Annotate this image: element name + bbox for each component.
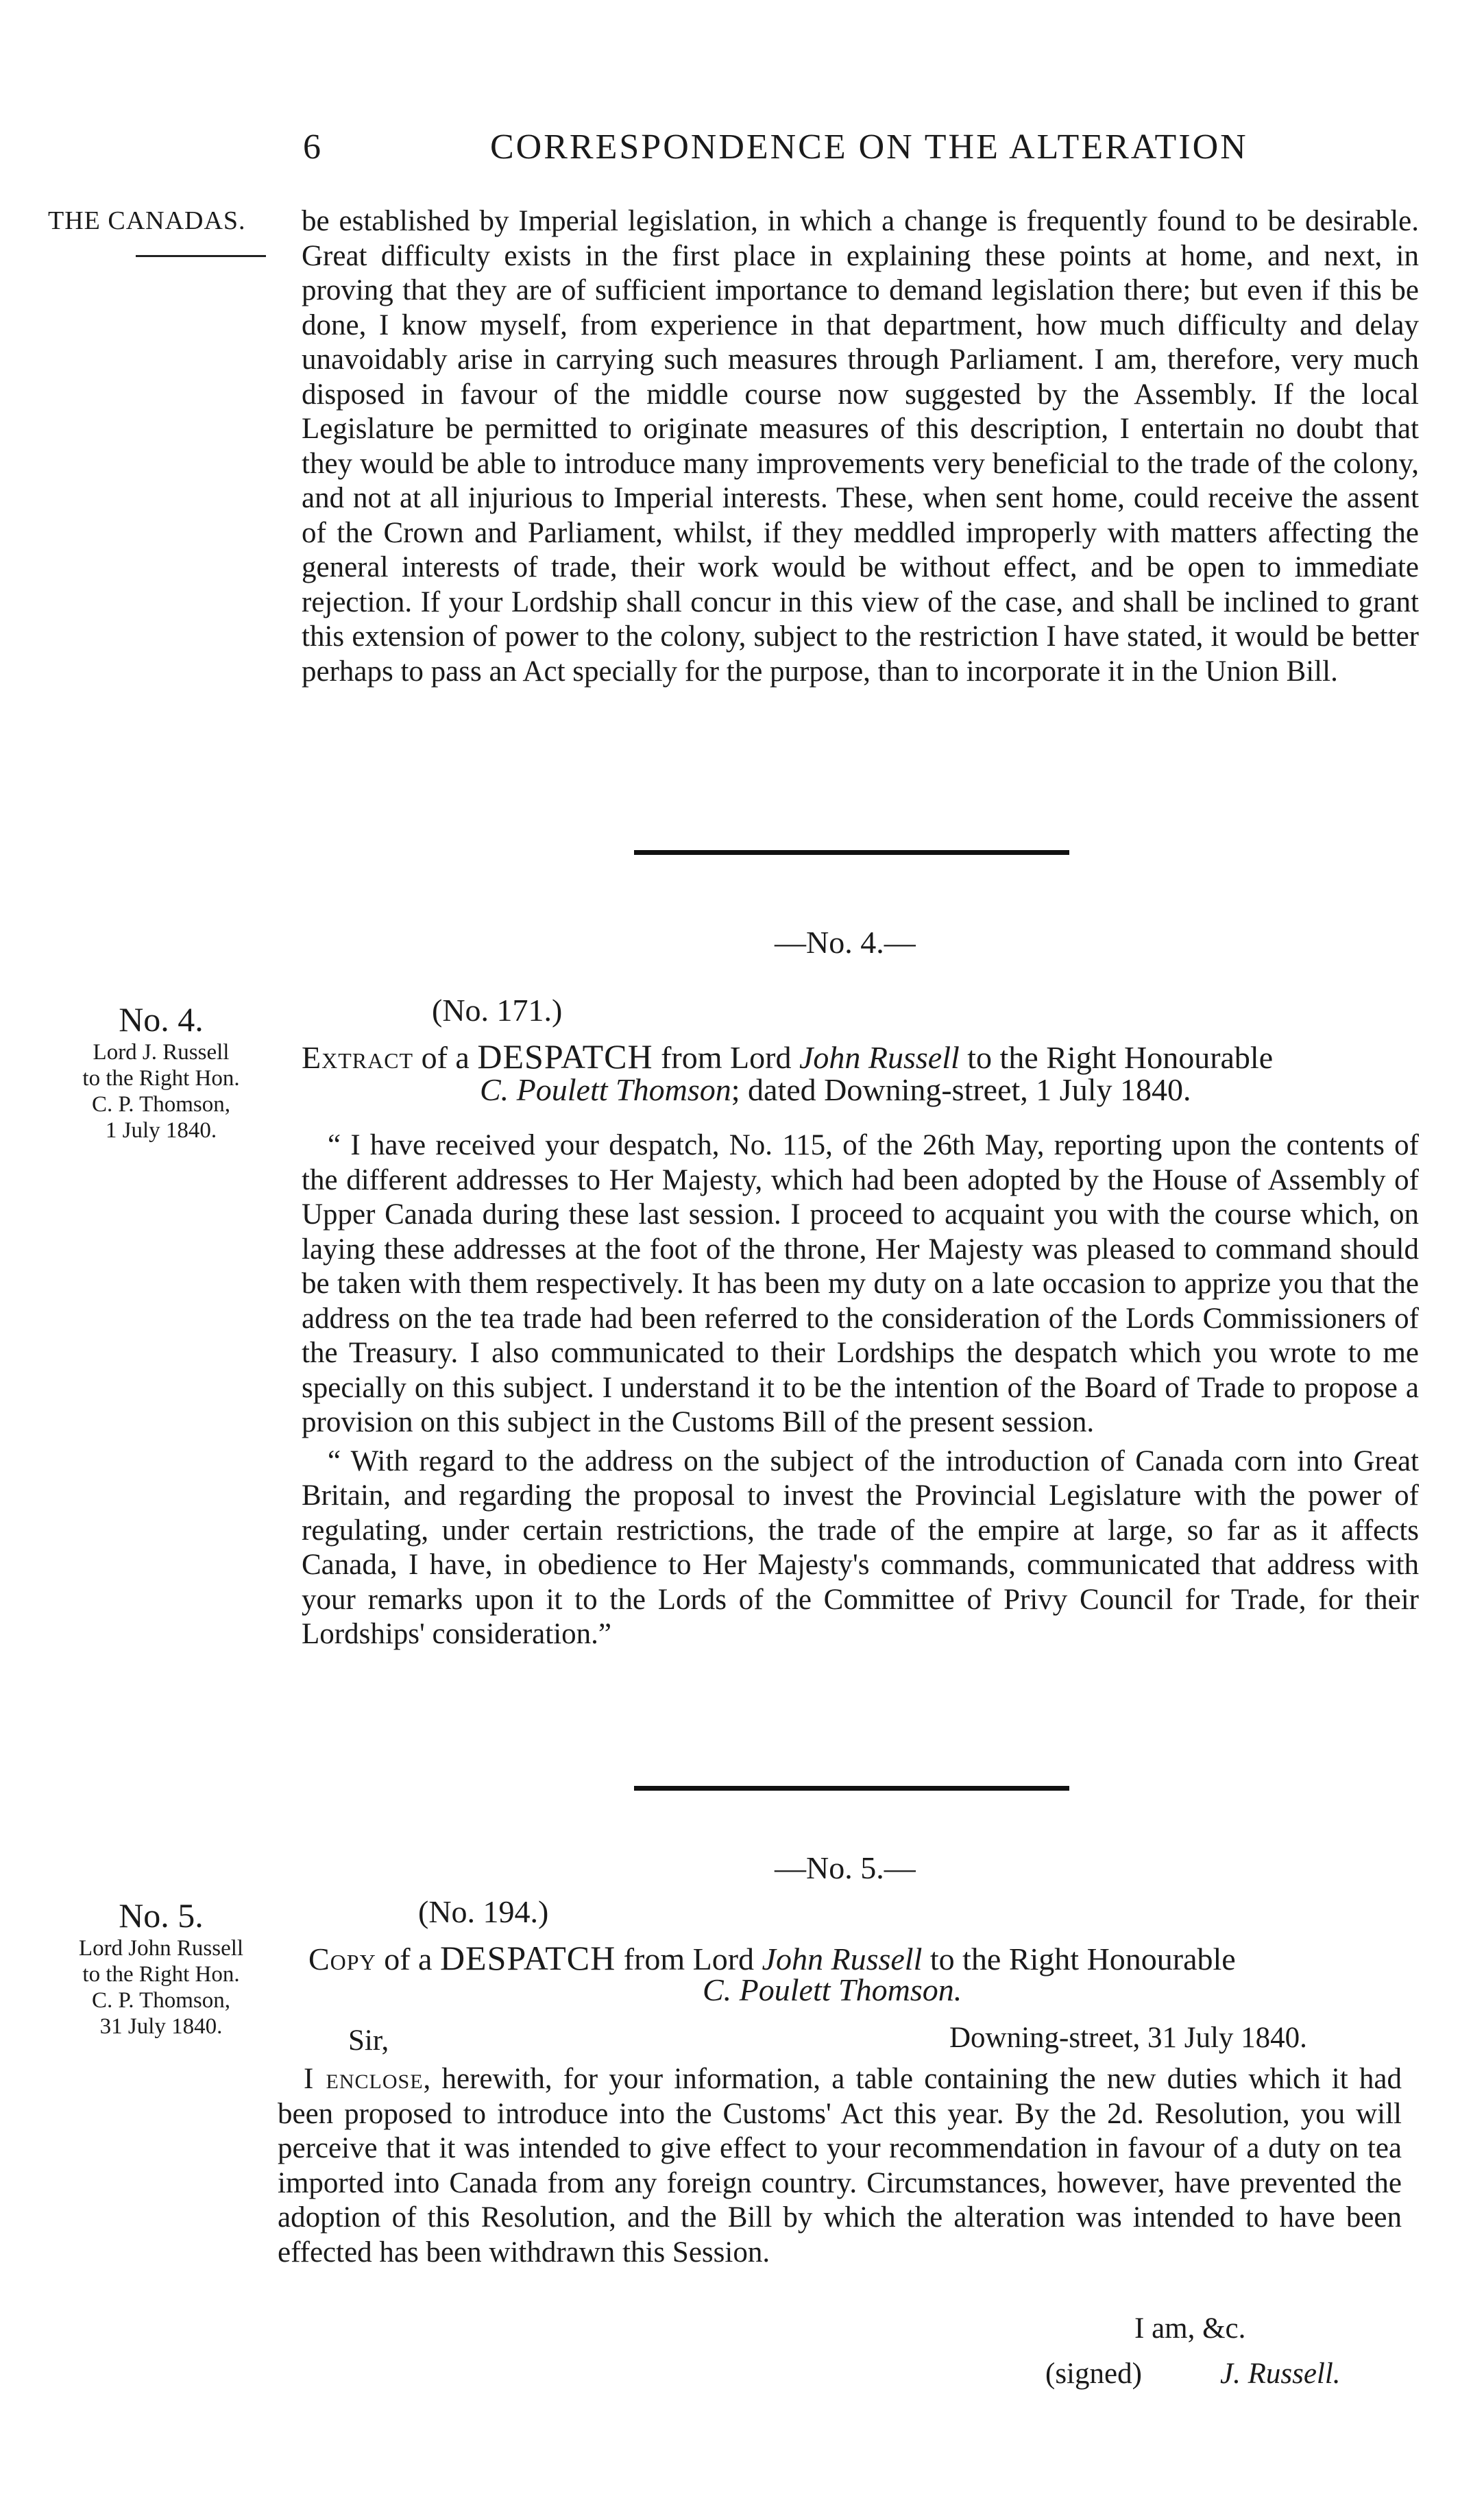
title-author: John Russell bbox=[762, 1942, 923, 1976]
margin-line: C. P. Thomson, bbox=[91, 1092, 231, 1117]
title-kind: Copy bbox=[308, 1942, 376, 1976]
intro-paragraph: be established by Imperial legislation, in which a change is frequently found to be desirable. Great difficulty exists in the first place in explaining these points at home, and next, in proving that they are of sufficient importance to demand legislation there; but even if this be done, I know myself, from experience in that department, how much difficulty and delay unavoidably arise in carrying such measures through Parliament. I am, therefore, very much disposed in favour of the middle course now suggested by the Assembly. If the local Legislature be permitted to originate measures of this description, I entertain no doubt that they would be able to introduce many improvements very beneficial to the trade of the colony, and not at all injurious to Imperial interests. These, when sent home, could receive the assent of the Crown and Parliament, whilst, if they meddled improperly with matters affecting the general interests of trade, their work would be without effect, and be open to immediate rejection. If your Lordship shall concur in this view of the case, and shall be inclined to grant this extension of power to the colony, subject to the restriction I have stated, it would be better perhaps to pass an Act specially for the purpose, than to incorporate it in the Union Bill. bbox=[302, 205, 1419, 688]
section-divider bbox=[634, 850, 1069, 855]
despatch-number: (No. 194.) bbox=[418, 1894, 549, 1929]
title-despatch: DESPATCH bbox=[477, 1037, 653, 1076]
title-text: ; dated Downing-street, 1 July 1840. bbox=[731, 1072, 1191, 1107]
salutation: Sir, bbox=[348, 2024, 389, 2057]
intro-paragraph-block bbox=[302, 204, 1419, 689]
title-text: of a bbox=[376, 1942, 440, 1976]
side-label-canadas: THE CANADAS. bbox=[48, 206, 246, 235]
page-number: 6 bbox=[303, 128, 323, 167]
despatch-number: (No. 171.) bbox=[432, 993, 563, 1028]
title-text: from Lord bbox=[616, 1942, 762, 1976]
margin-line: C. P. Thomson, bbox=[91, 1988, 231, 2013]
margin-line: 31 July 1840. bbox=[99, 2014, 223, 2039]
title-text: from Lord bbox=[653, 1040, 799, 1075]
title-despatch: DESPATCH bbox=[439, 1939, 616, 1977]
title-text: to the Right Honourable bbox=[922, 1942, 1236, 1976]
title-text: to the Right Honourable bbox=[959, 1040, 1274, 1075]
section-heading-no4: —No. 4.— bbox=[775, 925, 916, 960]
margin-line: 1 July 1840. bbox=[105, 1118, 217, 1143]
letter-paragraph bbox=[278, 2062, 1402, 2270]
title-text: of a bbox=[413, 1040, 478, 1075]
margin-note-no5 bbox=[48, 1896, 274, 2040]
section-heading-no5: —No. 5.— bbox=[775, 1850, 916, 1885]
lead-words: I enclose bbox=[304, 2063, 424, 2095]
title-kind: Extract bbox=[302, 1040, 414, 1075]
page-header bbox=[295, 127, 1268, 175]
running-title: CORRESPONDENCE ON THE ALTERATION bbox=[490, 128, 1248, 167]
despatch-title-line2 bbox=[480, 1072, 1191, 1108]
signed-label: (signed) bbox=[1045, 2358, 1142, 2390]
margin-number: No. 5. bbox=[119, 1896, 204, 1935]
title-recipient: C. Poulett Thomson bbox=[480, 1072, 731, 1107]
margin-number: No. 4. bbox=[119, 1000, 204, 1039]
section-divider bbox=[634, 1786, 1069, 1791]
margin-line: Lord John Russell bbox=[78, 1936, 244, 1961]
side-label-rule bbox=[136, 255, 266, 257]
despatch-title bbox=[302, 1037, 1273, 1076]
title-recipient: C. Poulett Thomson. bbox=[703, 1972, 962, 2007]
signature: J. Russell. bbox=[1220, 2358, 1341, 2390]
margin-line: to the Right Hon. bbox=[82, 1962, 240, 1987]
margin-line: to the Right Hon. bbox=[82, 1066, 240, 1091]
letter-paragraph: “ I have received your despatch, No. 115, of the 26th May, reporting upon the contents of the different addresses to Her Majesty, which had been adopted by the House of Assembly of Upper Canada during these last session. I proceed to acquaint you with the course which, on laying these addresses at the foot of the throne, Her Majesty was pleased to command should be taken with them respectively. It has been my duty on a late occasion to apprize you that the address on the tea trade had been referred to the consideration of the Lords Commissioners of the Treasury. I also communicated to their Lordships the despatch which you wrote to me specially on this subject. I understand it to be the intention of the Board of Trade to propose a provision on this subject in the Customs Bill of the present session. bbox=[302, 1129, 1419, 1438]
despatch-title-line2 bbox=[703, 1972, 962, 2008]
dateline: Downing-street, 31 July 1840. bbox=[949, 2022, 1307, 2054]
body-text: , herewith, for your information, a table containing the new duties which it had been proposed to introduce into the Customs' Act this year. By the 2d. Resolution, you will perceive that it was intended to give effect to your recommendation in favour of a duty on tea imported into Canada from any foreign country. Circumstances, however, have prevented the adoption of this Resolution, and the Bill by which the alteration was intended to have been effected has been withdrawn this Session. bbox=[278, 2063, 1402, 2269]
no4-body bbox=[302, 1128, 1419, 1652]
margin-line: Lord J. Russell bbox=[93, 1040, 230, 1065]
margin-note-no4 bbox=[48, 1000, 274, 1144]
closing: I am, &c. bbox=[1134, 2312, 1246, 2345]
no5-body bbox=[278, 2062, 1402, 2270]
title-author: John Russell bbox=[799, 1040, 960, 1075]
letter-paragraph: “ With regard to the address on the subject of the introduction of Canada corn into Great Britain, and regarding the proposal to invest the Provincial Legislature with the power of regulating, under certain restrictions, the trade of the empire at large, so far as it affects Canada, I have, in obedience to Her Majesty's commands, communicated that address with your remarks upon it to the Lords of the Committee of Privy Council for Trade, for their Lordships' consideration.” bbox=[302, 1444, 1419, 1650]
